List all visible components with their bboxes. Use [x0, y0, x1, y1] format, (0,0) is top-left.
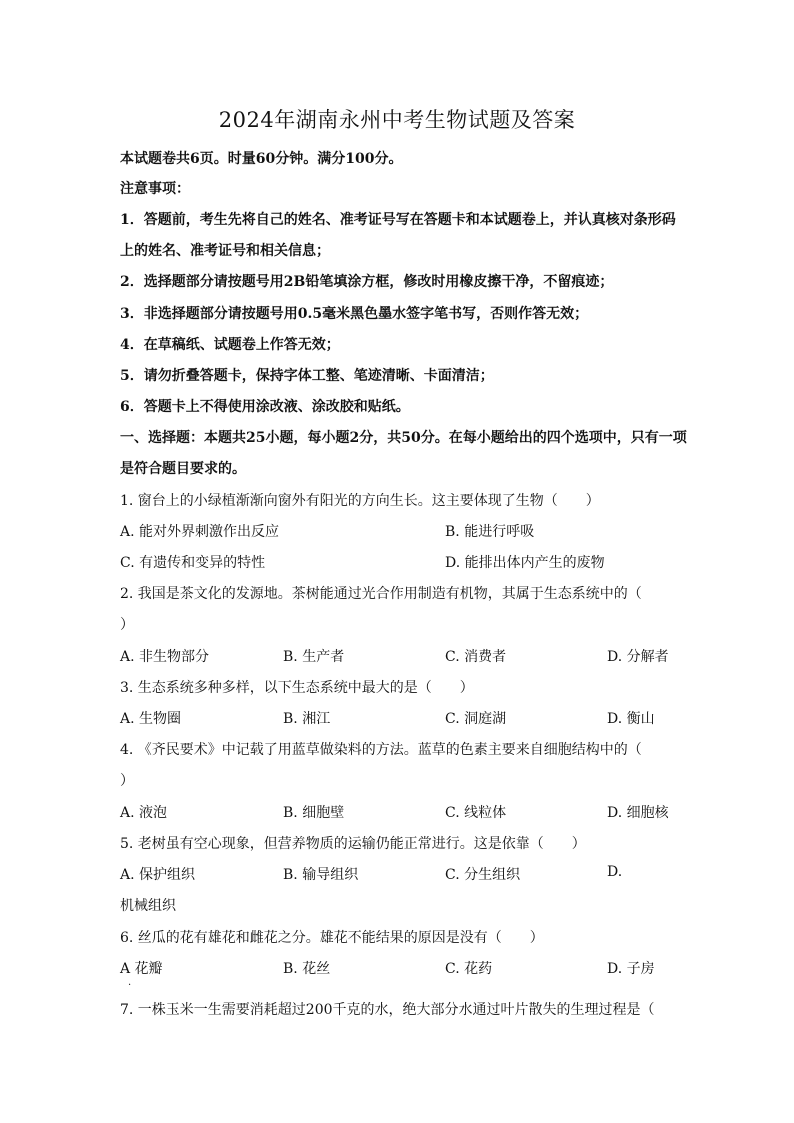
q6-option-a-dot: . — [128, 977, 132, 988]
intro-text: 本试题卷共6页。时量60分钟。满分100分。 — [120, 151, 403, 167]
question-2-cont: ） — [120, 617, 134, 633]
notice-5: 5．请勿折叠答题卡，保持字体工整、笔迹清晰、卡面清洁； — [120, 368, 494, 384]
q2-option-b: B. 生产者 — [283, 649, 345, 665]
q1-option-a: A. 能对外界刺激作出反应 — [120, 524, 280, 540]
question-4: 4. 《齐民要术》中记载了用蓝草做染料的方法。蓝草的色素主要来自细胞结构中的（ — [120, 742, 642, 758]
q3-option-c: C. 洞庭湖 — [445, 711, 507, 727]
q6-option-c: C. 花药 — [445, 961, 493, 977]
notice-3: 3．非选择题部分请按题号用0.5毫米黑色墨水签字笔书写，否则作答无效； — [120, 306, 589, 322]
question-5: 5. 老树虽有空心现象，但营养物质的运输仍能正常进行。这是依靠（ ） — [120, 836, 586, 852]
q5-option-d-text: 机械组织 — [120, 898, 176, 914]
q4-option-b: B. 细胞壁 — [283, 805, 345, 821]
q2-option-d: D. 分解者 — [607, 649, 669, 665]
q4-option-c: C. 线粒体 — [445, 805, 507, 821]
notice-4: 4．在草稿纸、试题卷上作答无效； — [120, 337, 340, 353]
q4-option-d: D. 细胞核 — [607, 805, 669, 821]
question-7: 7. 一株玉米一生需要消耗超过200千克的水，绝大部分水通过叶片散失的生理过程是（ — [120, 1002, 655, 1018]
question-3: 3. 生态系统多种多样，以下生态系统中最大的是（ ） — [120, 680, 474, 696]
q6-option-a: A 花瓣 — [120, 961, 163, 977]
section-heading-cont: 是符合题目要求的。 — [120, 461, 246, 477]
notice-heading: 注意事项： — [120, 181, 190, 197]
notice-6: 6．答题卡上不得使用涂改液、涂改胶和贴纸。 — [120, 399, 410, 415]
q3-option-b: B. 湘江 — [283, 711, 331, 727]
notice-1: 1．答题前，考生先将自己的姓名、准考证号写在答题卡和本试题卷上，并认真核对条形码 — [120, 212, 676, 228]
q1-option-c: C. 有遗传和变异的特性 — [120, 555, 266, 571]
q1-option-d: D. 能排出体内产生的废物 — [445, 555, 605, 571]
q5-option-a: A. 保护组织 — [120, 867, 196, 883]
q5-option-d-label: D. — [607, 864, 623, 880]
q3-option-d: D. 衡山 — [607, 711, 655, 727]
question-4-cont: ） — [120, 773, 134, 789]
notice-1-cont: 上的姓名、准考证号和相关信息； — [120, 243, 330, 259]
q4-option-a: A. 液泡 — [120, 805, 168, 821]
q6-option-d: D. 子房 — [607, 961, 655, 977]
q5-option-b: B. 输导组织 — [283, 867, 359, 883]
q2-option-c: C. 消费者 — [445, 649, 507, 665]
page-title: 2024年湖南永州中考生物试题及答案 — [218, 108, 576, 132]
q1-option-b: B. 能进行呼吸 — [445, 524, 535, 540]
question-6: 6. 丝瓜的花有雄花和雌花之分。雄花不能结果的原因是没有（ ） — [120, 930, 544, 946]
question-1: 1. 窗台上的小绿植渐渐向窗外有阳光的方向生长。这主要体现了生物（ ） — [120, 493, 600, 509]
question-2: 2. 我国是茶文化的发源地。茶树能通过光合作用制造有机物，其属于生态系统中的（ — [120, 586, 642, 602]
q5-option-c: C. 分生组织 — [445, 867, 521, 883]
q3-option-a: A. 生物圈 — [120, 711, 182, 727]
section-heading: 一、选择题：本题共25小题，每小题2分，共50分。在每小题给出的四个选项中，只有一项 — [120, 430, 687, 446]
q6-option-b: B. 花丝 — [283, 961, 331, 977]
notice-2: 2．选择题部分请按题号用2B铅笔填涂方框，修改时用橡皮擦干净，不留痕迹； — [120, 274, 614, 290]
q2-option-a: A. 非生物部分 — [120, 649, 210, 665]
